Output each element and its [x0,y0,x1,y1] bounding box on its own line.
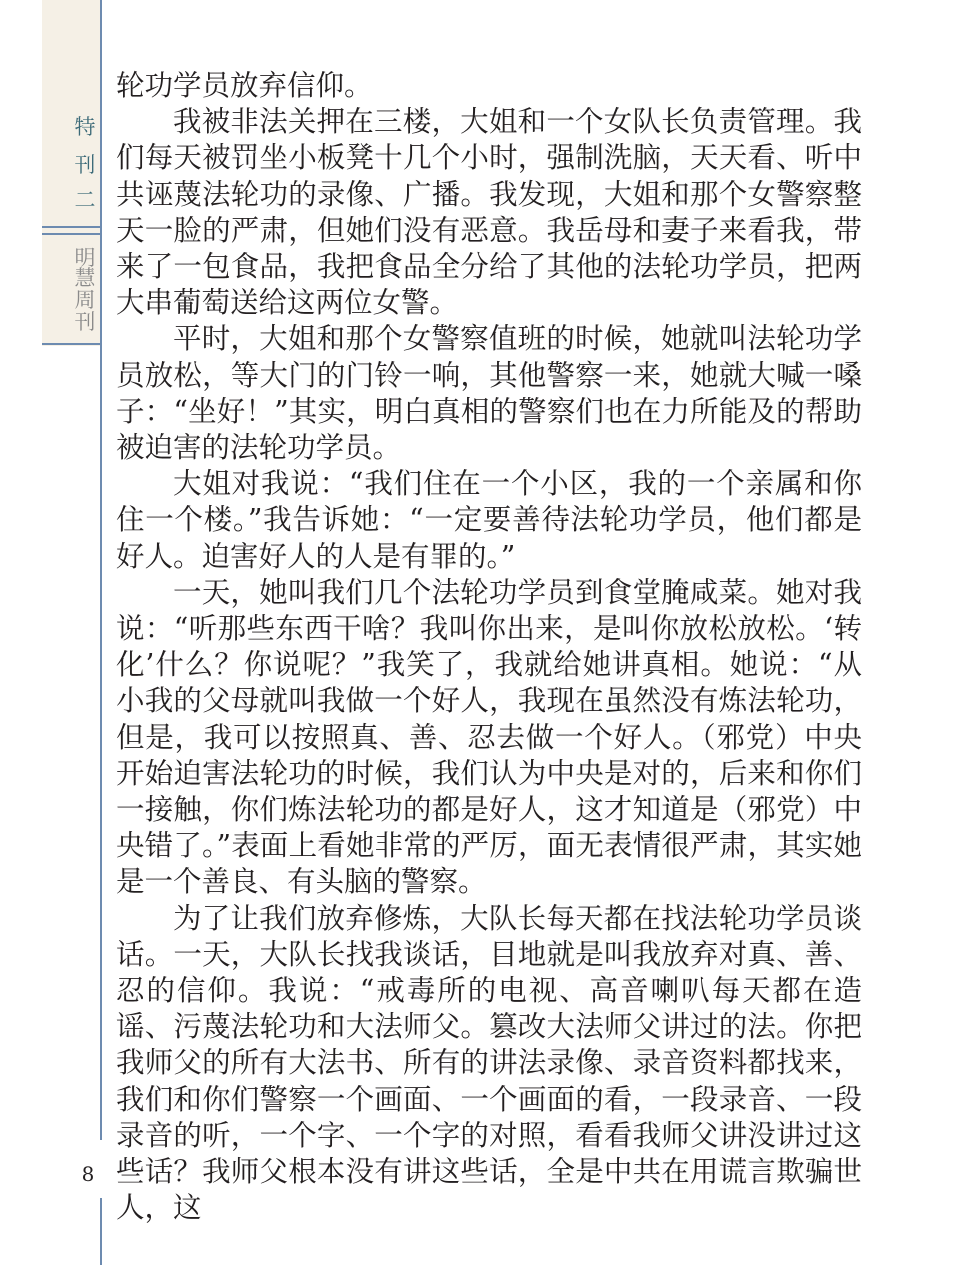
paragraph: 一天，她叫我们几个法轮功学员到食堂腌咸菜。她对我说：“听那些东西干啥？我叫你出来，是叫你放松放松。‘转化’什么？你说呢？”我笑了，我就给她讲真相。她说：“从小我的父母就叫我做一个好人，我现在虽然没有炼法轮功，但是，我可以按照真、善、忍去做一个好人。（邪党）中央开始迫害法轮功的时候，我们认为中央是对的，后来和你们一接触，你们炼法轮功的都是好人，这才知道是（邪党）中央错了。”表面上看她非常的严厉，面无表情很严肃，其实她是一个善良、有头脑的警察。 [116,575,862,899]
page-number: 8 [81,1162,95,1186]
paragraph: 为了让我们放弃修炼，大队长每天都在找法轮功学员谈话。一天，大队长找我谈话，目地就是叫我放弃对真、善、忍的信仰。我说：“戒毒所的电视、高音喇叭每天都在造谣、污蔑法轮功和大法师父。篡改大法师父讲过的法。你把我师父的所有大法书、所有的讲法录像、录音资料都找来，我们和你们警察一个画面、一个画面的看，一段录音、一段录音的听，一个字、一个字的对照，看看我师父讲没讲过这些话？我师父根本没有讲这些话，全是中共在用谎言欺骗世人，这 [116,901,862,1225]
weekly-title-char-3: 周 [74,288,96,312]
weekly-title-char-2: 慧 [74,266,96,290]
weekly-title-char-1: 明 [74,246,96,270]
special-issue-char-2: 刊 [74,153,96,177]
tab-bottom-rule [42,343,100,345]
special-issue-char-3: 二 [74,188,96,212]
paragraph: 平时，大姐和那个女警察值班的时候，她就叫法轮功学员放松，等大门的门铃一响，其他警察一来，她就大喊一嗓子：“坐好！”其实，明白真相的警察们也在力所能及的帮助被迫害的法轮功学员。 [116,322,862,465]
paragraph: 大姐对我说：“我们住在一个小区，我的一个亲属和你住一个楼。”我告诉她：“一定要善待法轮功学员，他们都是好人。迫害好人的人是有罪的。” [116,467,862,573]
tab-divider-lower [42,233,100,235]
weekly-title-char-4: 刊 [74,310,96,334]
article-body [116,68,862,1227]
margin-rule-lower [100,1198,102,1265]
tab-divider-upper [42,226,100,228]
special-issue-char-1: 特 [74,115,96,139]
paragraph: 我被非法关押在三楼，大姐和一个女队长负责管理。我们每天被罚坐小板凳十几个小时，强制洗脑，天天看、听中共诬蔑法轮功的录像、广播。我发现，大姐和那个女警察整天一脸的严肃，但她们没有恶意。我岳母和妻子来看我，带来了一包食品，我把食品全分给了其他的法轮功学员，把两大串葡萄送给这两位女警。 [116,105,862,320]
paragraph-continuation: 轮功学员放弃信仰。 [116,69,373,102]
